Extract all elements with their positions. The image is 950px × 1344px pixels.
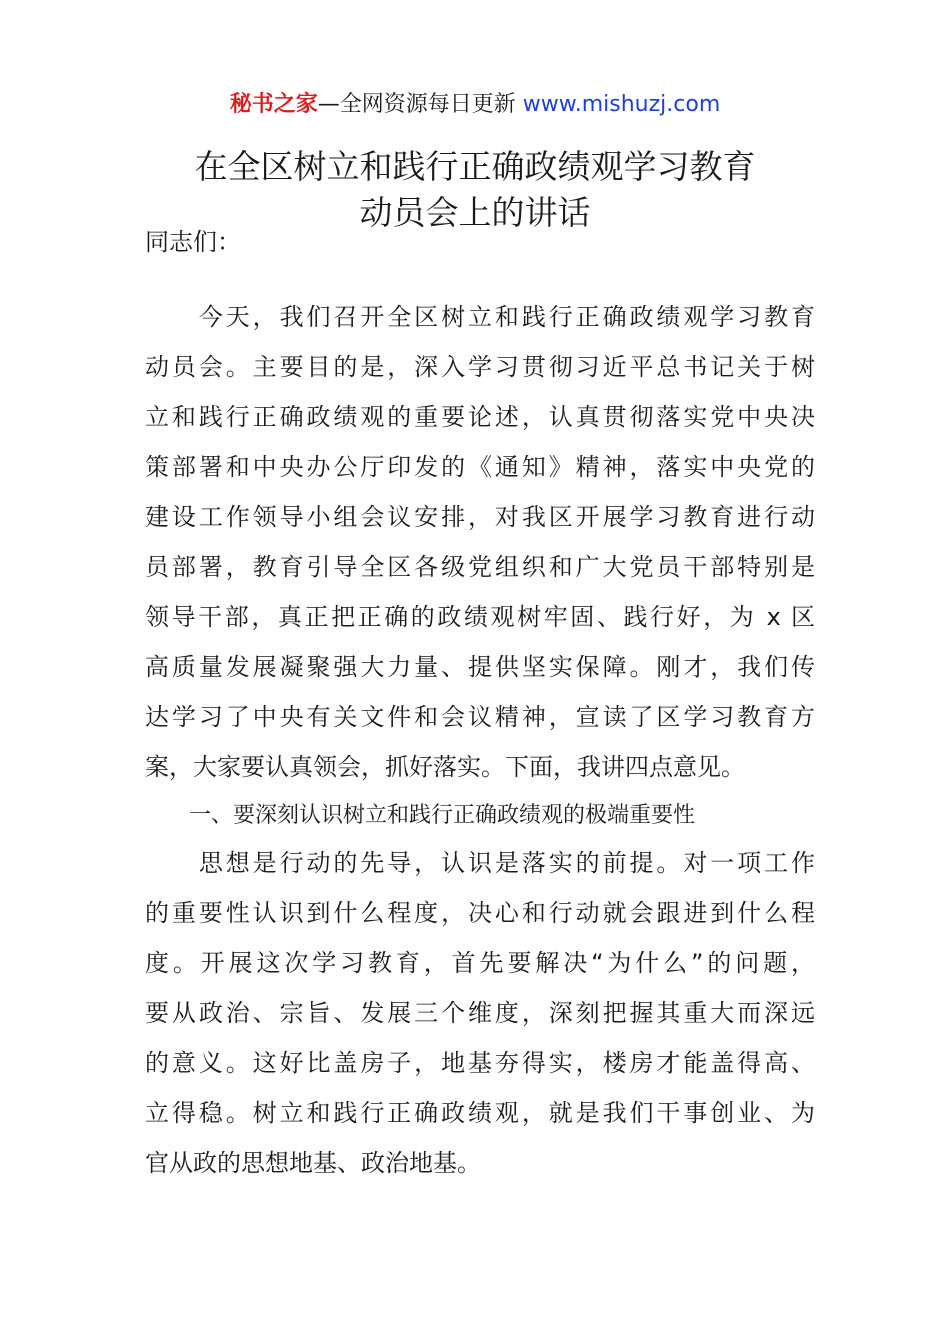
paragraph-line: 建设工作领导小组会议安排，对我区开展学习教育进行动 [145, 503, 815, 531]
paragraph-line: 高质量发展凝聚强大力量、提供坚实保障。刚才，我们传 [145, 653, 815, 681]
title-line-1: 在全区树立和践行正确政绩观学习教育 [194, 147, 756, 186]
paragraph-line: 策部署和中央办公厅印发的《通知》精神，落实中央党的 [145, 453, 815, 481]
paragraph-line: 案，大家要认真领会，抓好落实。下面，我讲四点意见。 [145, 753, 745, 781]
paragraph-line: 官从政的思想地基、政治地基。 [145, 1149, 481, 1177]
paragraph-line: 立和践行正确政绩观的重要论述，认真贯彻落实党中央决 [145, 403, 815, 431]
paragraph-line: 思想是行动的先导，认识是落实的前提。对一项工作 [145, 849, 815, 877]
site-url-link[interactable]: www.mishuzj.com [522, 92, 721, 117]
header-dash: — [317, 92, 340, 117]
paragraph-line: 今天，我们召开全区树立和践行正确政绩观学习教育 [145, 303, 815, 331]
paragraph-line: 要从政治、宗旨、发展三个维度，深刻把握其重大而深远 [145, 999, 815, 1027]
site-header [0, 88, 950, 122]
paragraph-line: 的意义。这好比盖房子，地基夯得实，楼房才能盖得高、 [145, 1049, 815, 1077]
paragraph-line: 动员会。主要目的是，深入学习贯彻习近平总书记关于树 [145, 353, 815, 381]
title-line-2: 动员会上的讲话 [359, 193, 591, 232]
section-heading-1: 一、要深刻认识树立和践行正确政绩观的极端重要性 [145, 803, 696, 828]
paragraph-line: 领导干部，真正把正确的政绩观树牢固、践行好，为 x 区 [145, 603, 815, 631]
document-title [0, 144, 950, 236]
greeting: 同志们： [145, 228, 241, 256]
paragraph-line: 度。开展这次学习教育，首先要解决“为什么”的问题， [145, 949, 815, 977]
paragraph-1 [145, 292, 815, 792]
brand-name: 秘书之家 [229, 92, 318, 117]
paragraph-line: 立得稳。树立和践行正确政绩观，就是我们干事创业、为 [145, 1099, 815, 1127]
header-tagline: 全网资源每日更新 [339, 92, 516, 117]
paragraph-line: 员部署，教育引导全区各级党组织和广大党员干部特别是 [145, 553, 815, 581]
paragraph-line: 的重要性认识到什么程度，决心和行动就会跟进到什么程 [145, 899, 815, 927]
paragraph-line: 达学习了中央有关文件和会议精神，宣读了区学习教育方 [145, 703, 815, 731]
paragraph-2 [145, 838, 815, 1188]
